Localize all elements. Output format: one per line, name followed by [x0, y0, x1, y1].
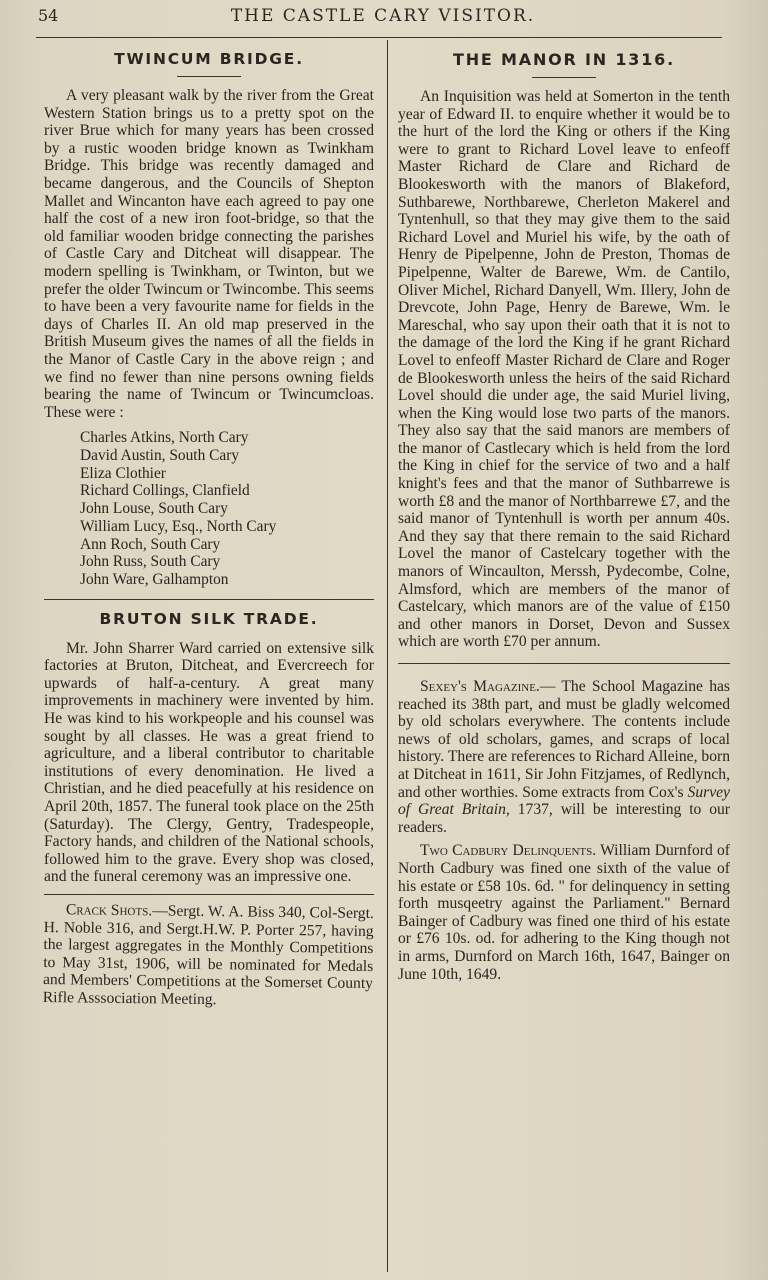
manor-article — [398, 50, 730, 651]
sexey-magazine-body: — The School Magazine has reached its 38th part, and must be gladly welcomed by old scholars everywhere. The contents include news of old scholars, games, and scraps of local history. There are references to Richard Alleine, born at Ditcheat in 1611, Sir John Fitzjames, of Redlynch, and other worthies. Some extracts from Cox's — [398, 678, 730, 801]
field-owners-list — [80, 429, 374, 588]
sexey-magazine-tail: 1737, will be interesting to our readers. — [398, 801, 731, 836]
cadbury-delinquents-text — [398, 842, 730, 983]
page-header — [38, 4, 728, 28]
cadbury-delinquents-article — [398, 842, 730, 983]
sexey-magazine-lead: Sexey's Magazine. — [420, 678, 540, 695]
cadbury-delinquents-body: William Durnford of North Cadbury was fined one sixth of the value of his estate or £58 10s. 6d. " for delinquency in setting forth musqeetry against the Parliament." Bernard Bainger of Cadbury was fined one third of his estate or £76 10s. od. for adhering to the King though not in arms, Durnford on March 16th, 1647, Bainger on June 10th, 1649. — [398, 842, 730, 983]
header-rule — [36, 37, 722, 38]
list-item: John Ware, Galhampton — [80, 570, 229, 588]
left-column — [42, 42, 374, 1009]
crack-shots-lead: Crack Shots. — [65, 901, 153, 920]
crack-shots-text — [43, 901, 374, 1011]
list-item: William Lucy, Esq., North Cary — [80, 517, 277, 535]
manor-title: THE MANOR IN 1316. — [453, 50, 675, 69]
page-number: 54 — [38, 6, 59, 25]
crack-shots-article — [43, 901, 374, 1011]
survey-title: Survey of Great Britain, — [398, 783, 730, 819]
list-item: John Russ, South Cary — [80, 553, 221, 571]
list-item: David Austin, South Cary — [80, 446, 240, 464]
sexey-magazine-article — [398, 678, 730, 836]
list-item: John Louse, South Cary — [80, 500, 228, 518]
cadbury-delinquents-lead: Two Cadbury Delinquents. — [420, 842, 597, 860]
manor-text: An Inquisition was held at Somerton in the tenth year of Edward II. to enquire whether it would be to the hurt of the lord the King or others if the King were to grant to Richard Lovel leave to enfeoff Master Richard de Clare and Richard de Blookesworth with the manors of Blakeford, Suthbarewe, Northbarewe, Cherleton Makerel and Tyntenhull, so that they may give them to the said Richard Lovel and Muriel his wife, by the oath of Henry de Pipelpenne, John de Preston, Thomas de Pipelpenne, Walter de Barewe, Wm. de Cantilo, Oliver Michel, Richard Danyell, Wm. Illery, John de Drevcote, John Page, Henry de Barewe, Wm. le Mareschal, who say upon their oath that it is not to the damage of the lord the King if he grant Richard Lovel to enfeoff Master Richard de Clare and Roger de Blookesworth unless the heirs of the said Richard Lovel should die under age, the said Muriel living, when the King would lose two parts of the manors. They also say that the said manors are members of the manor of Castlecary which is held from the lord the King in chief for the service of two and a half knight's fees and that the manor of Suthbarrewe is worth £8 and the manor of Northbarrewe £7, and the said manor of Tyntenhull is worth per annum 40s. And they say that there remain to the said Richard Lovel the manor of Castelcary together with the manors of Wincaulton, Merssh, Pydecombe, Colne, Almsford, which are members of the manor of Castelcary, which manors are of the value of £150 and other manors in Dorset, Devon and Sussex which are worth £70 per annum. — [398, 88, 730, 651]
twincum-bridge-title: TWINCUM BRIDGE. — [114, 50, 304, 68]
crack-shots-body: —Sergt. W. A. Biss 340, Col-Sergt. H. Noble 316, and Sergt.H.W. P. Porter 257, having the largest aggregates in the Monthly Competitions to May 31st, 1906, will be nominated for Medals and Members' Competitions at the Somerset County Rifle Asssociation Meeting. — [42, 902, 374, 1009]
twincum-bridge-article — [44, 50, 374, 589]
list-item: Richard Collings, Clanfield — [80, 482, 250, 500]
section-rule — [44, 599, 374, 600]
running-title: THE CASTLE CARY VISITOR. — [230, 6, 536, 26]
bruton-silk-text: Mr. John Sharrer Ward carried on extensive silk factories at Bruton, Ditcheat, and Evercreech for upwards of half-a-century. A great many improvements in machinery were invented by him. He was kind to his workpeople and his counsel was sought by all classes. He was a great friend to agriculture, and a liberal contributor to charitable institutions of every denomination. He lived a Christian, and he died peacefully at his residence on April 20th, 1857. The funeral took place on the 25th (Saturday). The Clergy, Gentry, Tradespeople, Factory hands, and children of the National schools, followed him to the grave. Every shop was closed, and the funeral ceremony was an impressive one. — [44, 639, 374, 886]
sexey-magazine-text — [398, 678, 730, 836]
title-rule — [532, 77, 596, 78]
section-rule — [398, 663, 730, 664]
column-divider — [387, 40, 388, 1272]
right-column — [398, 42, 730, 983]
bruton-silk-article — [44, 610, 374, 886]
list-item: Charles Atkins, North Cary — [80, 429, 249, 447]
title-rule — [177, 76, 241, 77]
bruton-silk-title: BRUTON SILK TRADE. — [99, 609, 319, 628]
section-rule — [44, 894, 374, 895]
list-item: Ann Roch, South Cary — [80, 535, 221, 553]
list-item: Eliza Clothier — [80, 464, 166, 482]
twincum-bridge-text: A very pleasant walk by the river from the Great Western Station brings us to a pretty spot on the river Brue which for many years has been crossed by a rustic wooden bridge known as Twinkham Bridge. This bridge was recently damaged and became dangerous, and the Councils of Shepton Mallet and Wincanton have each agreed to pay one half the cost of a new iron foot-bridge, so that the old familiar wooden bridge connecting the parishes of Castle Cary and Ditcheat will disappear. The modern spelling is Twinkham, or Twinton, but we prefer the older Twincum or Twincombe. This seems to have been a very favourite name for fields in the days of Charles II. An old map preserved in the British Museum gives the names of all the fields in the Manor of Castle Cary in the above reign ; and we find no fewer than nine persons owning fields bearing the name of Twincum or Twincumcloas. These were : — [44, 87, 374, 421]
